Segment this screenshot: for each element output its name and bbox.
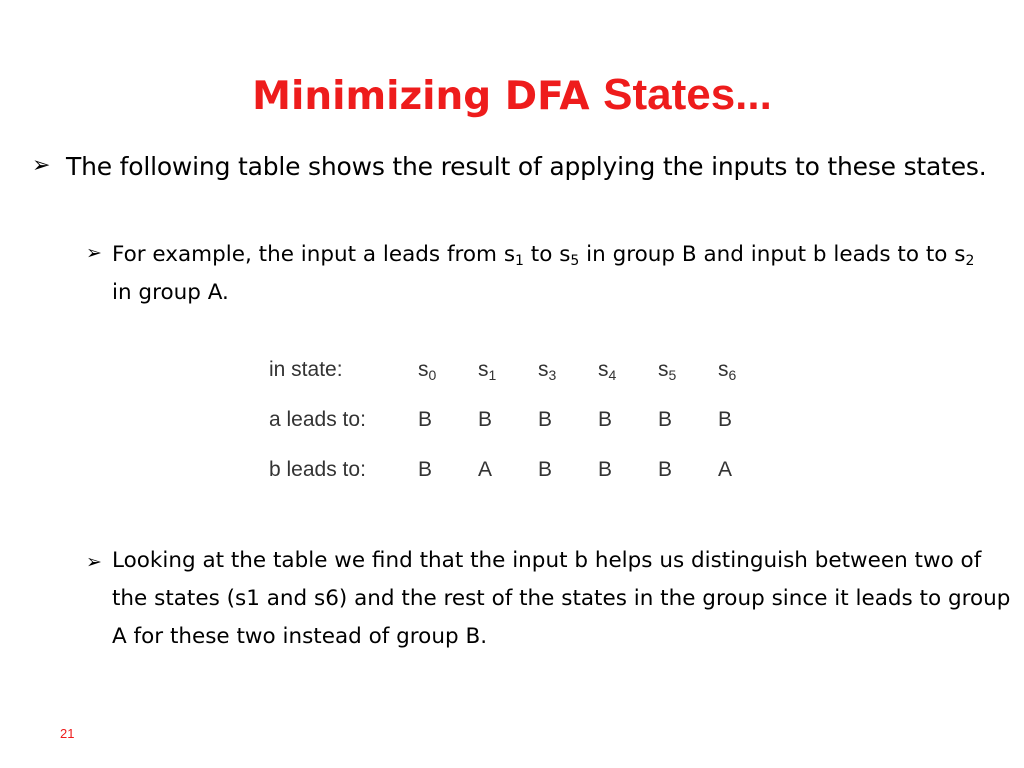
arrow-bullet-icon: ➢ [32, 153, 51, 178]
state-header-cell [655, 345, 715, 395]
bullet-2-seg-2: to s [523, 242, 571, 267]
state-header-cell [415, 345, 475, 395]
table-cell: A [478, 458, 493, 481]
state-subscript: 0 [428, 367, 437, 383]
state-symbol: s [478, 358, 489, 381]
state-header-cell [715, 345, 775, 395]
table-cell: B [418, 458, 433, 481]
bullet-3-text: Looking at the table we find that the input b helps us distinguish between two of the states (s1 and s6) and the rest of the states in the group since it leads to group A for these two instead of group B. [112, 548, 1011, 649]
table-cell: B [478, 408, 493, 431]
table-row-label: b leads to: [269, 458, 366, 481]
bullet-1-text: The following table shows the result of applying the inputs to these states. [66, 152, 987, 181]
state-symbol: s [598, 358, 609, 381]
table-cell: B [538, 458, 553, 481]
bullet-2-text [112, 236, 992, 312]
bullet-2-sub-2: 5 [570, 253, 580, 269]
bullet-2-sub-3: 2 [965, 253, 975, 269]
table-row-label: in state: [269, 358, 343, 381]
table-row [262, 445, 775, 495]
title-part-1: Minimizing DFA [252, 74, 604, 120]
table-row [262, 345, 775, 395]
state-header-cell [535, 345, 595, 395]
table-row [262, 395, 775, 445]
table-cell: B [658, 458, 673, 481]
table-cell: B [418, 408, 433, 431]
state-subscript: 1 [488, 367, 497, 383]
slide-title [0, 70, 1024, 120]
state-header-cell [595, 345, 655, 395]
table-row-label: a leads to: [269, 408, 366, 431]
table-cell: A [718, 458, 733, 481]
table-cell: B [598, 408, 613, 431]
table-cell: B [538, 408, 553, 431]
state-symbol: s [658, 358, 669, 381]
state-transition-table [262, 345, 775, 495]
page-number: 21 [60, 726, 75, 741]
bullet-2-seg-3: in group B and input b leads to to s [579, 242, 966, 267]
state-header-cell [475, 345, 535, 395]
table-cell: B [718, 408, 733, 431]
arrow-bullet-icon: ➢ [86, 551, 102, 573]
arrow-bullet-icon: ➢ [86, 242, 102, 264]
bullet-2-seg-4: in group A. [112, 280, 229, 305]
state-symbol: s [418, 358, 429, 381]
state-subscript: 6 [728, 367, 737, 383]
state-subscript: 3 [548, 367, 557, 383]
bullet-2-seg-1: For example, the input a leads from s [112, 242, 516, 267]
state-subscript: 5 [668, 367, 677, 383]
state-subscript: 4 [608, 367, 617, 383]
table-cell: B [598, 458, 613, 481]
state-symbol: s [538, 358, 549, 381]
bullet-2-sub-1: 1 [515, 253, 524, 269]
state-symbol: s [718, 358, 729, 381]
table-cell: B [658, 408, 673, 431]
title-part-2: States... [603, 70, 772, 120]
